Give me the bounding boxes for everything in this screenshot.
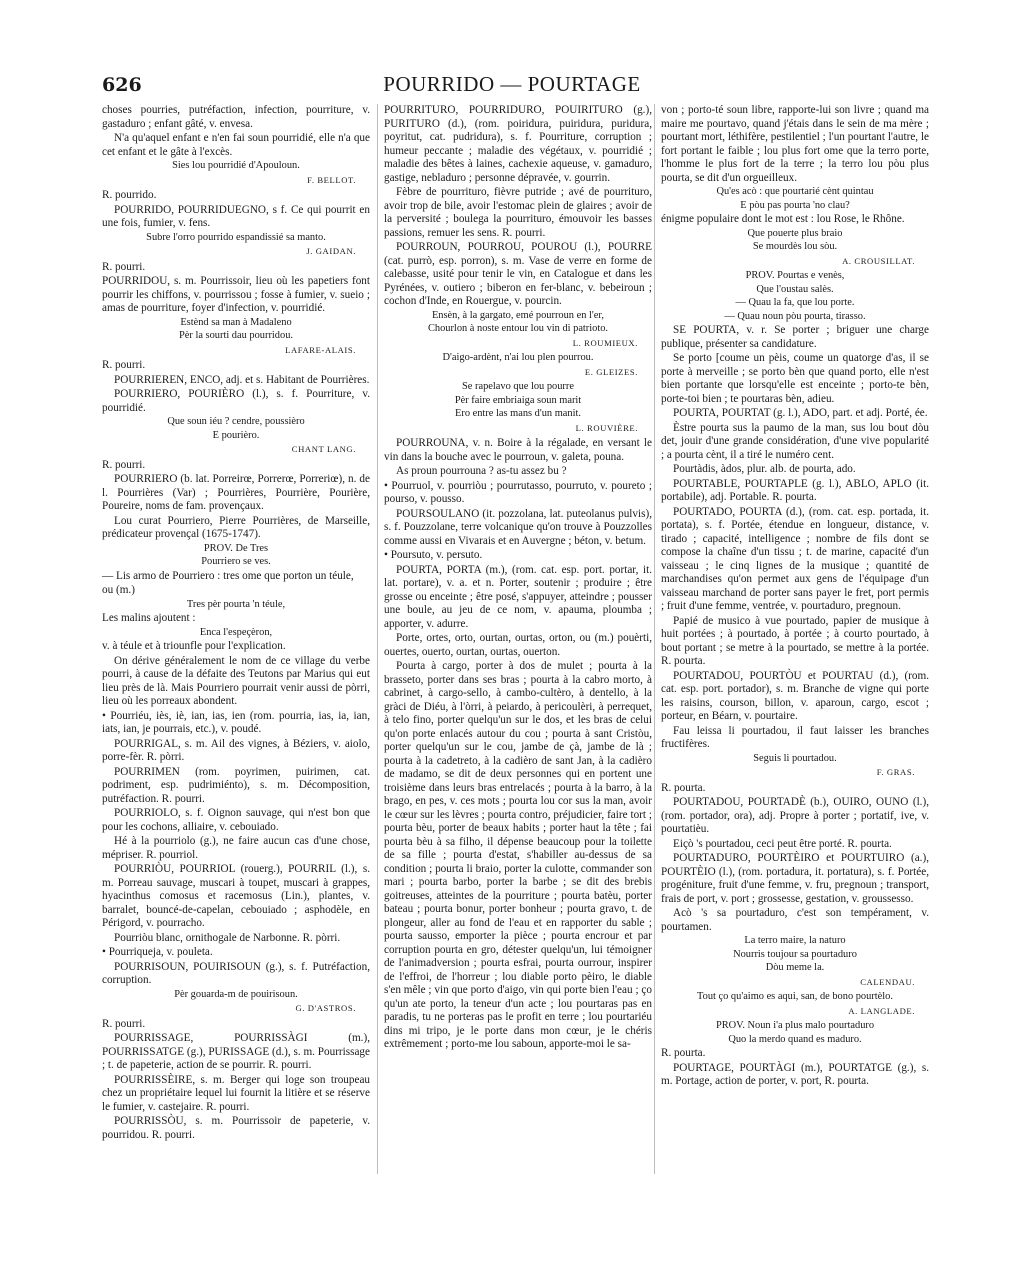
verse-quote: Tres pèr pourta 'n téule,: [186, 598, 286, 610]
dictionary-entry: POURRISSAGE, POURRISSÀGI (m.), POURRISSATGE (g.), PURISSAGE (d.), s. m. Pourrissage ; t. de papeterie, action de se pourrir. R. pourri.: [102, 1032, 370, 1071]
verse-quote: PROV. Pourtas e venès,: [745, 270, 845, 281]
dictionary-entry: R. pourri.: [102, 1017, 146, 1030]
quote-attribution: CHANT LANG.: [291, 444, 356, 454]
quote-attribution: J. GAIDAN.: [306, 246, 356, 256]
dictionary-entry: v. à téule et à triounfle pour l'explication.: [102, 640, 286, 652]
quote-attribution: A. LANGLADE.: [848, 1005, 915, 1016]
dictionary-entry: Porte, ortes, orto, ourtan, ourtas, orton, ou (m.) pouèrti, ouertes, ouerto, ourtan, ourtas, ouerton.: [384, 632, 652, 658]
quote-attribution: L. ROUVIÈRE.: [575, 422, 638, 433]
dictionary-entry: R. pourri.: [102, 458, 146, 471]
verse-quote: Se rapelavo que lou pourre: [462, 381, 574, 392]
dictionary-entry: POURRIDO, POURRIDUEGNO, s f. Ce qui pourrit en une fois, fumier, v. fens.: [102, 203, 370, 229]
dictionary-entry: POURRIEREN, ENCO, adj. et s. Habitant de Pourrières.: [114, 373, 370, 386]
dictionary-entry: POURRIERO, POURIÈRO (l.), s. f. Pourriture, v. pourridié.: [102, 388, 370, 414]
dictionary-entry: Pourta à cargo, porter à dos de mulet ; pourta à la brasseto, porter dans ses bras ; pourta à la cabro morto, à cabrinet, à cargo-sello, à cambo-cultèro, à dentello, à la gràci de Diéu, à l'òrri, à peiardo, à pericoulèri, à perrequet, à telo fino, porter quelqu'un sur le dos, et les bras de celui qu'on porte enlacés autour du cou ; pourta à sant Cristòu, porter quelqu'un sur le cou, jambe de çà, jambe de là ; pourta à la cadetreto, à la cadièro de sant Jan, à la cadièro de madamo, se dit de deux personnes qui en portent une troisième dans leurs bras entrelacés ; pourta à la barro, à la brago, en pes, v. ces mots ; pourta lou cor sus la man, avoir le cœur sur les lèvres ; pourta contro, préjudicier, faire tort ; pourta bèu, porter de beaux habits ; porter haut la tête ; fai pourta bèu à sa filho, il dépense beaucoup pour la toilette de sa fille ; pourta d'estat, s'habiller au-dessus de sa condition ; pourta li braio, porter la culotte, commander son mari ; pourta barbo, porter la barbe ; se dit des brebis goitreuses, atteintes de la pourriture ; pourta batèu, porter bateau ; pourta bonur, porter bonheur ; pourta gravo, t. de plongeur, aller au fond de l'eau et en rapporter du sable ; pourta sausso, emporter la pièce ; pourta encrour et par corruption pourta en gro, détester quelqu'un, lui témoigner de l'animadversion ; pourta esfrai, pourta ourrour, inspirer de l'effroi, de l'horreur ; lou diable porto pèiro, le diable s'en mêle ; vin que porto d'aigo, vin qui porte bien l'eau ; ço qu'un ate porto, la teneur d'un acte ; lou pourtaras pas en paradis, tu ne porteras pas le profit en terre ; lou pourtariéu dins mi tripo, je le porte dans mon cœur, je le chéris extrêmement ; porto-me lou saboun, apporte-moi le sa-: [384, 660, 652, 1050]
dictionary-entry: POURRIOLO, s. f. Oignon sauvage, qui n'est bon que pour les cochons, alliaire, v. cebouiado.: [102, 807, 370, 833]
verse-quote: Nourris toujour sa pourtaduro: [733, 948, 857, 960]
dictionary-entry: R. pourta.: [661, 1047, 706, 1059]
dictionary-entry: POURTA, PORTA (m.), (rom. cat. esp. port. portar, it. lat. portare), v. a. et n. Porter, soutenir ; produire ; être grosse ou enceinte ; être posé, s'appuyer, atteindre ; pousser une boule, au jeu de ce nom, v. apauma, ploumba ; apporter, v. adurre.: [384, 563, 652, 630]
dictionary-entry: Papié de musico à vue pourtado, papier de musique à huit portées ; à pourtado, à portée ; à courto pourtado, à bout portant ; se metre à la pourtado, se mettre à la portée. R. pourta.: [661, 614, 929, 667]
dictionary-entry: Pourriòu blanc, ornithogale de Narbonne. R. pòrri.: [114, 931, 341, 944]
dictionary-entry: POURTA, POURTAT (g. l.), ADO, part. et adj. Porté, ée.: [673, 407, 928, 419]
dictionary-entry: Eiçò 's pourtadou, ceci peut être porté. R. pourta.: [673, 837, 892, 850]
page-number: 626: [102, 74, 142, 96]
verse-quote: Subre l'orro pourrido espandissié sa manto.: [146, 231, 326, 243]
dictionary-entry: Fau leissa li pourtadou, il faut laisser les branches fructifères.: [661, 724, 929, 750]
verse-quote: Pèr la sourti dau pourridou.: [179, 330, 293, 341]
dictionary-entry: R. pourri.: [102, 359, 146, 371]
dictionary-entry: Les malins ajoutent :: [102, 612, 196, 624]
dictionary-entry: choses pourries, putréfaction, infection, pourriture, v. gastaduro ; enfant gâté, v. envesa.: [102, 104, 370, 130]
right-column: [661, 104, 929, 1090]
verse-quote: Estènd sa man à Madaleno: [180, 316, 292, 328]
dictionary-entry: POURRIERO (b. lat. Porreirœ, Porrerœ, Porreriœ), n. de l. Pourrières (Var) ; Pourrières, Pourrière, Pourière, Poureire, noms de fam. provençaux.: [102, 473, 370, 512]
dictionary-entry: R. pourrido.: [102, 189, 157, 201]
dictionary-entry: Fèbre de pourrituro, fièvre putride ; avé de pourrituro, avoir trop de bile, avoir l'estomac plein de glaires ; avoir de la perversité ; boulega la pourrituro, émouvoir les basses passions, remuer les sens. R. pourri.: [384, 186, 652, 239]
verse-quote: PROV. Noun i'a plus malo pourtaduro: [715, 1020, 875, 1031]
dictionary-entry: POURRIÒU, POURRIOL (rouerg.), POURRIL (l.), s. m. Porreau sauvage, muscari à toupet, muscari à grappes, hyacinthus comosus et racemosus (Lin.), plantes, v. barralet, bouncé-de-capelan, cebouiado ; asphodèle, en Périgord, v. pourracho.: [102, 863, 370, 929]
dictionary-entry: POURTADO, POURTA (d.), (rom. cat. esp. portada, it. portata), s. f. Portée, étendue en longueur, distance, v. tirado ; capacité, intelligence ; nombre de fils dont se compose la chaîne d'un tissu ; t. de marine, capacité d'un vaisseau ; le cinq lignes de la musique ; quantité de marchandises qu'on permet aux gens de l'équipage d'un vaisseau marchand de porter sans payer le fret, port permis ; fruit d'une femme, ventrée, v. pourtaduro, pregnoun.: [661, 505, 929, 612]
dictionary-entry: N'a qu'aquel enfant e n'en fai soun pourridié, elle n'a que cet enfant et le gâte à l'excès.: [102, 132, 370, 158]
dictionary-entry: — Lis armo de Pourriero : tres ome que porton un téule,: [102, 569, 354, 582]
verse-quote: E pourièro.: [212, 429, 260, 441]
left-column: [102, 104, 370, 1143]
verse-quote: Pourriero se ves.: [201, 556, 271, 567]
dictionary-entry: POURTADOU, POURTÒU et POURTAU (d.), (rom. cat. esp. port. portador), s. m. Branche de vigne qui porte les raisins, courson, billon, v. aparoun, cargo, escot ; porteur, en Béarn, v. pourtaire.: [661, 669, 929, 722]
verse-quote: Pèr faire embriaiga soun marit: [454, 394, 582, 406]
dictionary-entry: POURRISOUN, POUIRISOUN (g.), s. f. Putréfaction, corruption.: [102, 960, 370, 986]
verse-quote: Sies lou pourridié d'Apouloun.: [172, 160, 300, 171]
dictionary-entry: • Pourriqueja, v. pouleta.: [102, 946, 213, 958]
verse-quote: La terro maire, la naturo: [744, 935, 846, 946]
verse-quote: E pòu pas pourta 'no clau?: [740, 199, 850, 211]
quote-attribution: G. D'ASTROS.: [295, 1003, 356, 1013]
dictionary-entry: On dérive généralement le nom de ce village du verbe pourri, à cause de la défaite des Teutons par Marius qui eut lieu près de là. Mais Pourriero pourrait venir aussi de pòrri, lieu où les porreaux abondent.: [102, 654, 370, 707]
quote-attribution: A. CROUSILLAT.: [842, 255, 915, 266]
dictionary-entry: Hé à la pourriolo (g.), ne faire aucun cas d'une chose, mépriser. R. pourriol.: [102, 835, 370, 861]
quote-attribution: LAFARE-ALAIS.: [285, 344, 356, 355]
verse-quote: Dòu meme la.: [765, 962, 825, 973]
verse-quote: Pèr gouarda-m de pouirisoun.: [174, 988, 298, 1000]
verse-quote: Chourlon à noste entour lou vin di patrioto.: [427, 323, 609, 334]
dictionary-entry: POURSOULANO (it. pozzolana, lat. puteolanus pulvis), s. f. Pouzzolane, terre volcanique qu'on trouve à Pouzzolles comme aussi en Vivarais et en Auvergne ; béton, v. betum.: [384, 507, 652, 547]
dictionary-entry: R. pourri.: [102, 260, 146, 273]
dictionary-entry: POURRIMEN (rom. poyrimen, puirimen, cat. podriment, esp. pudrimiénto), s. m. Décomposition, putréfaction. R. pourri.: [102, 765, 370, 805]
quote-attribution: F. BELLOT.: [307, 174, 356, 185]
dictionary-entry: POURTADOU, POURTADÈ (b.), OUIRO, OUNO (l.), (rom. portador, ora), adj. Propre à porter ; portatif, ive, v. pourtatièu.: [661, 796, 929, 835]
dictionary-entry: POURRIDOU, s. m. Pourrissoir, lieu où les papetiers font pourrir les chiffons, v. pourrissou ; fosse à fumier, v. sueio ; amas de pourriture, foyer d'infection, v. pourridié.: [102, 275, 370, 314]
dictionary-entry: Èstre pourta sus la paumo de la man, sus lou bout dòu det, jouir d'une grande considération, d'une vive popularité ; a pourta cènt, il a tiré le numéro cent.: [661, 421, 929, 461]
quote-attribution: CALENDAU.: [860, 976, 915, 987]
verse-quote: Se mourdès lou sòu.: [752, 241, 838, 252]
running-head: POURRIDO — POURTAGE: [383, 72, 641, 96]
verse-quote: Qu'es acò : que pourtarié cènt quintau: [716, 186, 874, 197]
dictionary-entry: Pourtàdis, àdos, plur. alb. de pourta, ado.: [673, 463, 856, 475]
dictionary-entry: POURRISSÒU, s. m. Pourrissoir de papeterie, v. pourridou. R. pourri.: [102, 1115, 370, 1141]
dictionary-entry: POURRISSÈIRE, s. m. Berger qui loge son troupeau chez un propriétaire lequel lui fournit la litière et se réserve le fumier, v. castejaire. R. pourri.: [102, 1073, 370, 1113]
column-rule: [377, 104, 378, 1174]
dictionary-entry: As proun pourrouna ? as-tu assez bu ?: [396, 465, 567, 477]
quote-attribution: F. GRAS.: [876, 767, 915, 777]
dictionary-entry: Acò 's sa pourtaduro, c'est son tempérament, v. pourtamen.: [661, 907, 929, 933]
verse-quote: Quo la merdo quand es maduro.: [728, 1033, 862, 1045]
verse-quote: Que soun iéu ? cendre, poussièro: [167, 416, 305, 427]
dictionary-entry: • Poursuto, v. persuto.: [384, 549, 483, 561]
verse-quote: — Quau noun pòu pourta, tirasso.: [724, 310, 866, 322]
dictionary-entry: POURTADURO, POURTÈIRO et POURTUIRO (a.), POURTÈIO (l.), (rom. portadura, it. portatura), s. f. Portée, progéniture, fruit d'une femme, v. fru, pregnoun ; transport, frais de port, v. port ; grossesse, gestation, v. groussesso.: [661, 852, 929, 905]
verse-quote: D'aigo-ardènt, n'ai lou plen pourrou.: [442, 352, 594, 363]
dictionary-entry: POURRIGAL, s. m. Ail des vignes, à Béziers, v. aiolo, porre-fèr. R. pòrri.: [102, 737, 370, 763]
middle-column: [384, 104, 652, 1053]
dictionary-entry: POURROUN, POURROU, POUROU (l.), POURRE (cat. purrò, esp. porron), s. m. Vase de verre en forme de calebasse, usité pour tenir le vin, en Catalogue et dans les Pyrénées, v. outiero ; biberon en fer-blanc, v. bebeiroun ; cochon d'Inde, en Rouergue, v. pourcin.: [384, 241, 652, 307]
verse-quote: — Quau la fa, que lou porte.: [735, 297, 855, 308]
dictionary-entry: • Pourruol, v. pourriòu ; pourrutasso, pourruto, v. poureto ; pourso, v. pousso.: [384, 479, 652, 505]
verse-quote: Tout ço qu'aimo es aqui, san, de bono pourtèlo.: [697, 991, 893, 1002]
verse-quote: Enca l'espeçèron,: [199, 626, 273, 638]
dictionary-entry: ou (m.): [102, 584, 135, 596]
dictionary-entry: POURTABLE, POURTAPLE (g. l.), ABLO, APLO (it. portabile), adj. Portable. R. pourta.: [661, 477, 929, 503]
column-rule: [654, 104, 655, 1174]
verse-quote: Que l'oustau salès.: [756, 283, 834, 295]
dictionary-entry: von ; porto-té soun libre, rapporte-lui son livre ; quand ma maire me pourtavo, quand j'étais dans le sein de ma mère ; pourtant mort, léthifère, pestilentiel ; l'un pourtant l'autre, le fort portant le faible ; lou plus fort ome que la terro porte, l'homme le plus fort de la terre ; la terro lou pòu plus pourta, se dit d'un orgueilleux.: [661, 104, 929, 184]
dictionary-entry: énigme populaire dont le mot est : lou Rose, le Rhône.: [661, 213, 905, 225]
verse-quote: Ensèn, à la gargato, emé pourroun en l'er,: [431, 309, 605, 321]
quote-attribution: L. ROUMIEUX.: [572, 337, 638, 348]
verse-quote: Ero entre las mans d'un manit.: [455, 408, 581, 419]
dictionary-entry: Se porto [coume un pèis, coume un quatorge d'as, il se porte à merveille ; se porto bèn que quand porto, elle n'est bien portante que lorsqu'elle est enceinte ; porto-te bèn, porte-toi bien ; te pourtaras bèn, adieu.: [661, 352, 929, 405]
quote-attribution: E. GLEIZES.: [584, 366, 638, 377]
verse-quote: PROV. De Tres: [203, 542, 269, 554]
dictionary-entry: Lou curat Pourriero, Pierre Pourrières, de Marseille, prédicateur provençal (1675-1747).: [102, 514, 370, 540]
verse-quote: Seguis li pourtadou.: [753, 752, 837, 764]
dictionary-entry: POURROUNA, v. n. Boire à la régalade, en versant le vin dans la bouche avec le pourroun, v. galeta, pouna.: [384, 437, 652, 463]
dictionary-entry: SE POURTA, v. r. Se porter ; briguer une charge publique, présenter sa candidature.: [661, 324, 929, 350]
dictionary-entry: R. pourta.: [661, 781, 706, 794]
dictionary-entry: • Pourriéu, iès, iè, ian, ias, ien (rom. pourria, ias, ia, ian, iats, ian, je pourrais, etc.), v. poudé.: [102, 709, 370, 735]
dictionary-entry: POURRITURO, POURRIDURO, POUIRITURO (g.), PURITURO (d.), (rom. poiridura, puiridura, puridura, poyritut, cat. pudridura), s. f. Pourriture, corruption ; humeur peccante ; maladie des végétaux, v. pourridié ; maladie des bêtes à laines, cachexie aqueuse, v. gamaduro, gastige, nebladuro ; personne dépravée, v. gourrin.: [384, 104, 652, 184]
verse-quote: Que pouerte plus braio: [747, 227, 843, 239]
dictionary-entry: POURTAGE, POURTÀGI (m.), POURTATGE (g.), s. m. Portage, action de porter, v. port, R. pourta.: [661, 1061, 929, 1087]
